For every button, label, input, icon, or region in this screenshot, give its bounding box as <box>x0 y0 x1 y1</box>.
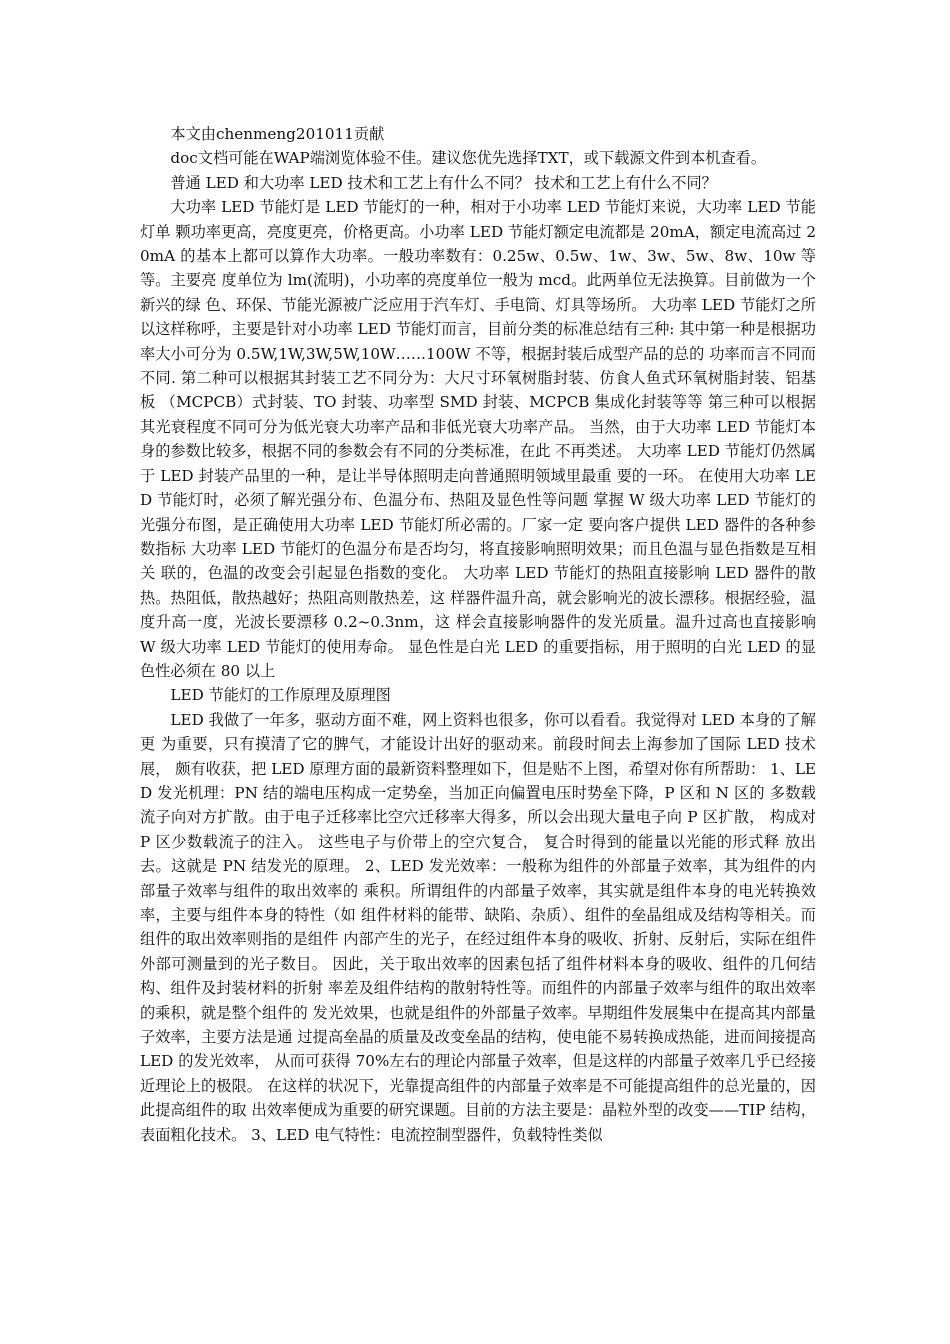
document-page <box>140 122 816 1147</box>
document-title: 普通 LED 和大功率 LED 技术和工艺上有什么不同？ 技术和工艺上有什么不同？ <box>170 173 717 192</box>
notice-line: doc文档可能在WAP端浏览体验不佳。建议您优先选择TXT，或下载源文件到本机查看。 <box>170 149 767 168</box>
body-paragraph: 大功率 LED 节能灯是 LED 节能灯的一种，相对于小功率 LED 节能灯来说，大功率 LED 节能灯单 颗功率更高，亮度更亮，价格更高。小功率 LED 节能灯额定电流都是 20mA，额定电流高过 20mA 的基本上都可以算作大功率。一般功率数有：0.25w、0.5w、1w、3w、5w、8w、10w 等等。主要亮 度单位为 lm(流明)，小功率的亮度单位一般为 mcd。此两单位无法换算。目前做为一个新兴的绿 色、环保、节能光源被广泛应用于汽车灯、手电筒、灯具等场所。 大功率 LED 节能灯之所以这样称呼，主要是针对小功率 LED 节能灯而言，目前分类的标准总结有三种: 其中第一种是根据功率大小可分为 0.5W,1W,3W,5W,10W……100W 不等，根据封装后成型产品的总的 功率而言不同而不同. 第二种可以根据其封装工艺不同分为：大尺寸环氧树脂封装、仿食人鱼式环氧树脂封装、铝基板 （MCPCB）式封装、TO 封装、功率型 SMD 封装、MCPCB 集成化封装等等 第三种可以根据其光衰程度不同可分为低光衰大功率产品和非低光衰大功率产品。 当然，由于大功率 LED 节能灯本身的参数比较多，根据不同的参数会有不同的分类标准，在此 不再类述。 大功率 LED 节能灯仍然属于 LED 封装产品里的一种，是让半导体照明走向普通照明领域里最重 要的一环。 在使用大功率 LED 节能灯时，必须了解光强分布、色温分布、热阻及显色性等问题 掌握 W 级大功率 LED 节能灯的光强分布图，是正确使用大功率 LED 节能灯所必需的。厂家一定 要向客户提供 LED 器件的各种参数指标 大功率 LED 节能灯的色温分布是否均匀，将直接影响照明效果；而且色温与显色指数是互相关 联的，色温的改变会引起显色指数的变化。 大功率 LED 节能灯的热阻直接影响 LED 器件的散热。热阻低，散热越好；热阻高则散热差，这 样器件温升高，就会影响光的波长漂移。根据经验，温度升高一度，光波长要漂移 0.2~0.3nm，这 样会直接影响器件的发光质量。温升过高也直接影响 W 级大功率 LED 节能灯的使用寿命。 显色性是白光 LED 的重要指标，用于照明的白光 LED 的显色性必须在 80 以上 <box>140 198 816 680</box>
contributor-line: 本文由chenmeng201011贡献 <box>170 125 385 143</box>
section-heading: LED 节能灯的工作原理及原理图 <box>170 686 391 705</box>
body-paragraph: LED 我做了一年多，驱动方面不难，网上资料也很多，你可以看看。我觉得对 LED 本身的了解更 为重要，只有摸清了它的脾气，才能设计出好的驱动来。前段时间去上海参加了国际 LED 技术展， 颇有收获，把 LED 原理方面的最新资料整理如下，但是贴不上图，希望对你有所帮助： 1、LED 发光机理：PN 结的端电压构成一定势垒，当加正向偏置电压时势垒下降，P 区和 N 区的 多数载流子向对方扩散。由于电子迁移率比空穴迁移率大得多，所以会出现大量电子向 P 区扩散， 构成对 P 区少数载流子的注入。 这些电子与价带上的空穴复合， 复合时得到的能量以光能的形式释 放出去。这就是 PN 结发光的原理。 2、LED 发光效率：一般称为组件的外部量子效率，其为组件的内部量子效率与组件的取出效率的 乘积。所谓组件的内部量子效率，其实就是组件本身的电光转换效率，主要与组件本身的特性（如 组件材料的能带、缺陷、杂质）、组件的垒晶组成及结构等相关。而组件的取出效率则指的是组件 内部产生的光子，在经过组件本身的吸收、折射、反射后，实际在组件外部可测量到的光子数目。 因此，关于取出效率的因素包括了组件材料本身的吸收、组件的几何结构、组件及封装材料的折射 率差及组件结构的散射特性等。而组件的内部量子效率与组件的取出效率的乘积，就是整个组件的 发光效果，也就是组件的外部量子效率。早期组件发展集中在提高其内部量子效率，主要方法是通 过提高垒晶的质量及改变垒晶的结构，使电能不易转换成热能，进而间接提高 LED 的发光效率， 从而可获得 70%左右的理论内部量子效率，但是这样的内部量子效率几乎已经接近理论上的极限。 在这样的状况下，光靠提高组件的内部量子效率是不可能提高组件的总光量的，因此提高组件的取 出效率便成为重要的研究课题。目前的方法主要是：晶粒外型的改变——TIP 结构，表面粗化技术。 3、LED 电气特性：电流控制型器件，负载特性类似 <box>140 710 816 1144</box>
